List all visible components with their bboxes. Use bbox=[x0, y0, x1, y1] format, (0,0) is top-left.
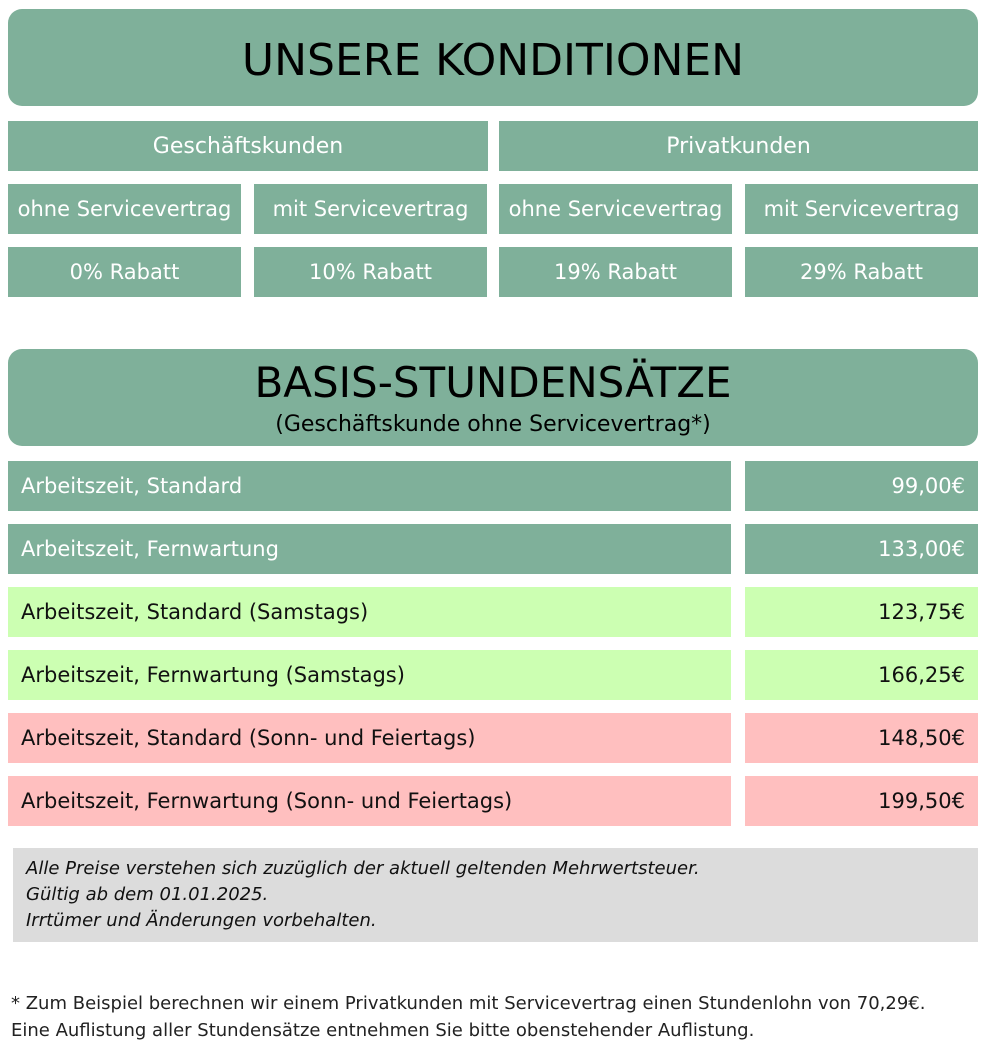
rate-row-price: 166,25€ bbox=[745, 650, 978, 700]
contract-private-without: ohne Servicevertrag bbox=[499, 184, 732, 234]
contract-business-with: mit Servicevertrag bbox=[254, 184, 487, 234]
rate-row-label: Arbeitszeit, Standard bbox=[8, 461, 731, 511]
conditions-title: UNSERE KONDITIONEN bbox=[8, 9, 978, 106]
note-line: Gültig ab dem 01.01.2025. bbox=[26, 884, 269, 905]
footnote bbox=[11, 990, 981, 1046]
rate-row-price: 199,50€ bbox=[745, 776, 978, 826]
rate-row-label: Arbeitszeit, Standard (Samstags) bbox=[8, 587, 731, 637]
rate-row-label: Arbeitszeit, Fernwartung (Samstags) bbox=[8, 650, 731, 700]
note-line: Alle Preise verstehen sich zuzüglich der aktuell geltenden Mehrwertsteuer. bbox=[26, 858, 700, 879]
rate-row-price: 123,75€ bbox=[745, 587, 978, 637]
rates-subtitle: (Geschäftskunde ohne Servicevertrag*) bbox=[275, 412, 711, 437]
note-line: Irrtümer und Änderungen vorbehalten. bbox=[26, 910, 377, 931]
rate-row-label: Arbeitszeit, Fernwartung (Sonn- und Feiertags) bbox=[8, 776, 731, 826]
rate-row-label: Arbeitszeit, Fernwartung bbox=[8, 524, 731, 574]
footnote-line: * Zum Beispiel berechnen wir einem Privatkunden mit Servicevertrag einen Stundenlohn von 70,29€. bbox=[11, 993, 926, 1014]
rates-header bbox=[8, 349, 978, 446]
price-notes bbox=[13, 848, 978, 942]
contract-business-without: ohne Servicevertrag bbox=[8, 184, 241, 234]
discount-private-with: 29% Rabatt bbox=[745, 247, 978, 297]
rate-row-price: 148,50€ bbox=[745, 713, 978, 763]
group-private-customers: Privatkunden bbox=[499, 121, 978, 171]
rates-title: BASIS-STUNDENSÄTZE bbox=[254, 358, 732, 407]
discount-business-with: 10% Rabatt bbox=[254, 247, 487, 297]
discount-private-without: 19% Rabatt bbox=[499, 247, 732, 297]
discount-business-without: 0% Rabatt bbox=[8, 247, 241, 297]
footnote-line: Eine Auflistung aller Stundensätze entnehmen Sie bitte obenstehender Auflistung. bbox=[11, 1020, 755, 1041]
rate-row-label: Arbeitszeit, Standard (Sonn- und Feiertags) bbox=[8, 713, 731, 763]
rate-row-price: 133,00€ bbox=[745, 524, 978, 574]
rate-row-price: 99,00€ bbox=[745, 461, 978, 511]
group-business-customers: Geschäftskunden bbox=[8, 121, 488, 171]
contract-private-with: mit Servicevertrag bbox=[745, 184, 978, 234]
